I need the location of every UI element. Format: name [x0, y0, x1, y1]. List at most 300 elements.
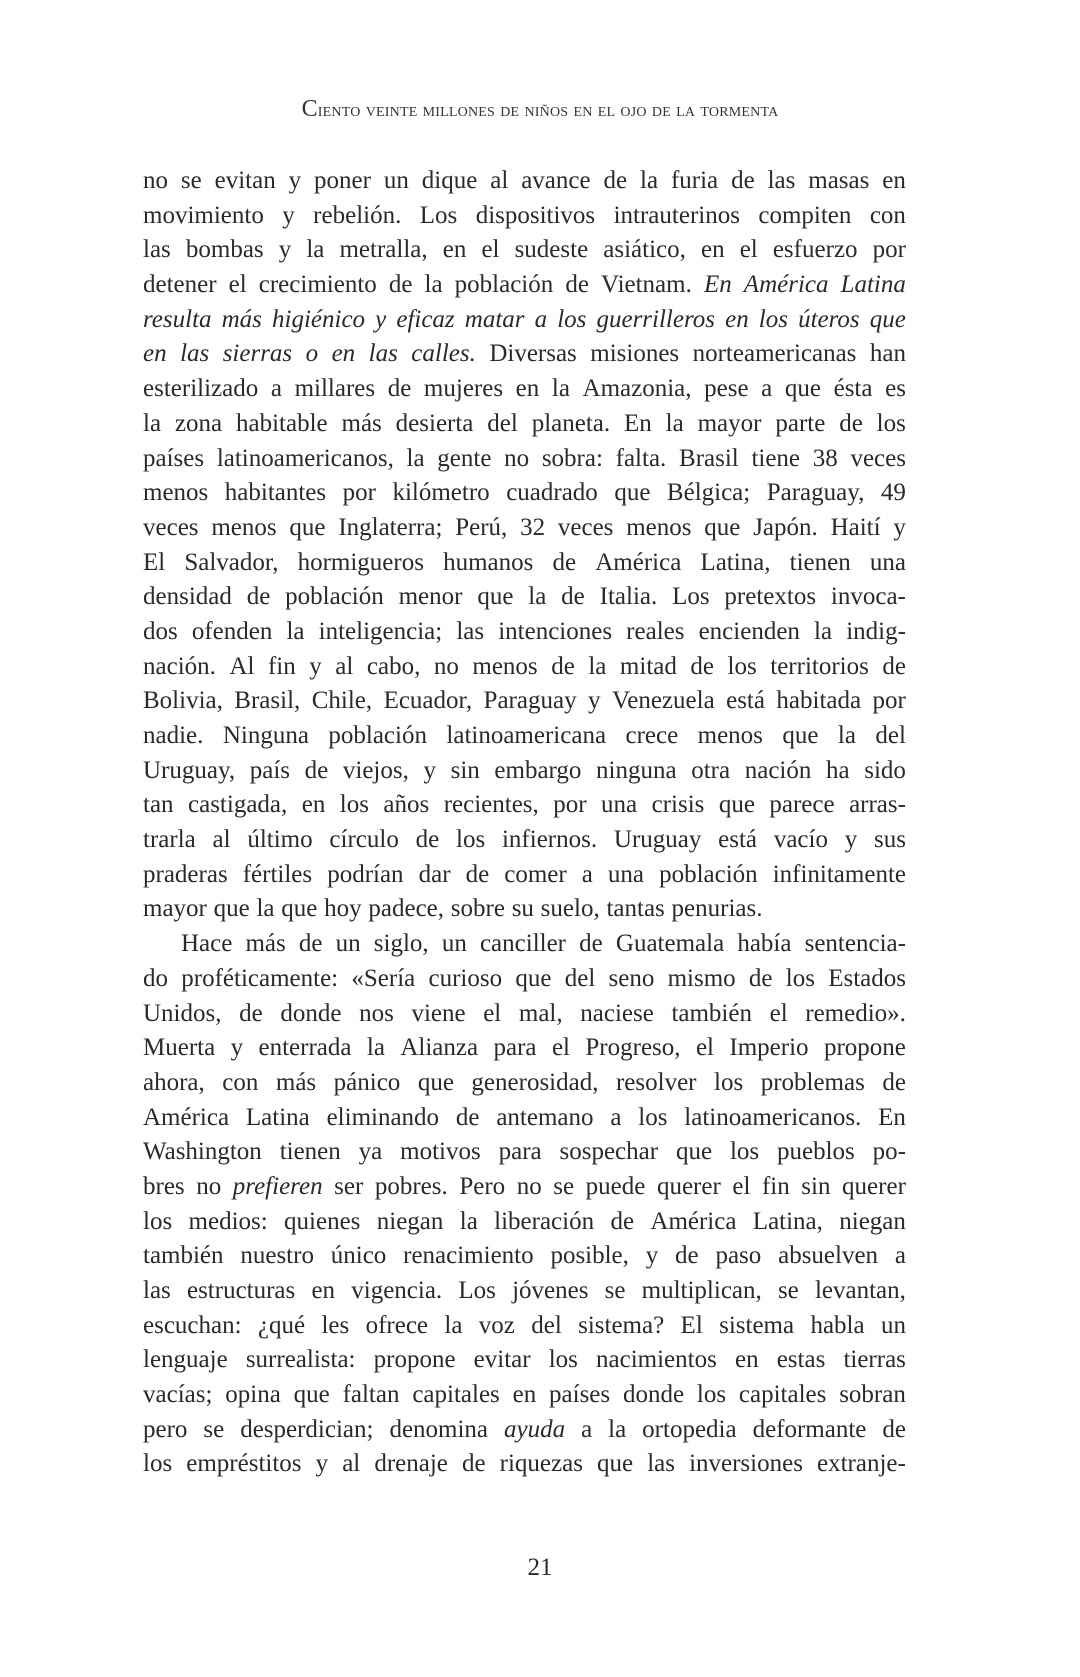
word: un	[880, 1311, 906, 1339]
text-line	[143, 927, 906, 962]
word: más	[275, 1068, 317, 1096]
italic-word: prefieren	[232, 1172, 323, 1200]
word: escuchan:	[143, 1311, 242, 1339]
word: parece	[769, 791, 835, 819]
word: al	[490, 167, 509, 194]
word: en	[301, 791, 326, 819]
word: Paraguay,	[766, 479, 865, 507]
word: menos	[472, 652, 538, 680]
word: surrealista:	[245, 1346, 356, 1374]
word: pueblos	[777, 1138, 855, 1166]
word: los	[729, 1138, 760, 1166]
word: antemano	[496, 1103, 594, 1131]
word: el	[739, 236, 758, 264]
word: el	[228, 271, 247, 299]
word: vacías;	[143, 1381, 213, 1409]
word: Bélgica;	[666, 479, 751, 507]
word: Pero	[459, 1172, 506, 1200]
word: planeta.	[531, 409, 611, 437]
word: pese	[704, 375, 749, 403]
word: de	[304, 756, 329, 784]
word: la	[444, 1311, 463, 1339]
word: nación	[744, 756, 812, 784]
word: a	[761, 375, 773, 403]
word: esterilizado	[143, 375, 259, 403]
word: avance	[521, 167, 591, 194]
word: Inglaterra;	[338, 513, 443, 541]
word: a	[270, 375, 282, 403]
word: suelo,	[540, 895, 600, 923]
word: la	[286, 617, 305, 645]
word: a	[581, 1415, 593, 1443]
body-text	[143, 164, 906, 1482]
word: Latina,	[752, 1207, 823, 1235]
word: desperdician;	[240, 1415, 374, 1443]
word: sus	[874, 826, 906, 854]
word: tienen	[789, 548, 851, 576]
italic-word: más	[221, 305, 262, 333]
word: mayor	[697, 409, 762, 437]
word: y	[309, 652, 322, 680]
text-line	[143, 268, 906, 303]
word: Al	[229, 652, 255, 680]
word: de	[882, 652, 906, 680]
word: El	[680, 1311, 703, 1339]
word: tantas	[606, 895, 665, 923]
word: «Sería	[351, 964, 416, 992]
word: embargo	[494, 756, 582, 784]
word: eliminando	[326, 1103, 440, 1131]
word: hormigueros	[297, 548, 424, 576]
word: para	[493, 1034, 537, 1062]
word: en	[882, 167, 906, 194]
word: por	[553, 791, 587, 819]
word: Los	[419, 201, 458, 229]
word: curioso	[428, 964, 503, 992]
word: la	[406, 444, 425, 472]
word: misiones	[590, 340, 680, 368]
word: que	[784, 375, 821, 403]
word: Uruguay,	[143, 756, 236, 784]
text-line	[143, 997, 906, 1032]
word: invoca-	[830, 583, 906, 611]
word: cuadrado	[506, 479, 598, 507]
word: también	[671, 999, 752, 1027]
word: ya	[358, 1138, 383, 1166]
word: de	[610, 1207, 635, 1235]
word: riquezas	[499, 1450, 583, 1478]
word: del	[531, 1311, 562, 1339]
word: las	[647, 1450, 675, 1478]
word: 49	[880, 479, 906, 507]
word: Bolivia,	[143, 687, 223, 715]
word: la	[256, 895, 275, 923]
paragraph	[143, 164, 906, 927]
word: de	[603, 167, 628, 194]
word: intrauterinos	[613, 201, 740, 229]
word: que	[614, 479, 651, 507]
word: Guatemala	[615, 930, 725, 958]
text-line	[143, 1239, 906, 1274]
word: por	[342, 479, 376, 507]
word: se	[180, 167, 202, 194]
word: y	[315, 1450, 329, 1478]
word: que	[782, 722, 819, 749]
word: poner	[314, 167, 371, 194]
word: el	[483, 999, 502, 1027]
word: Vietnam.	[601, 271, 692, 299]
word: querer	[842, 1172, 906, 1200]
word: y	[893, 513, 906, 541]
paragraph	[143, 927, 906, 1482]
word: ofrece	[365, 1311, 429, 1339]
word: capitales	[738, 1381, 827, 1409]
word: la	[814, 617, 833, 645]
word: niegan	[376, 1207, 444, 1235]
word: masas	[808, 167, 870, 194]
word: del	[875, 722, 906, 749]
italic-word: las	[180, 340, 210, 368]
word: Ninguna	[222, 722, 309, 749]
text-line	[143, 442, 906, 477]
word: renacimiento	[403, 1242, 534, 1270]
word: nación.	[143, 652, 216, 680]
word: generosidad,	[471, 1068, 599, 1096]
italic-word: que	[869, 305, 906, 333]
word: que	[515, 964, 552, 992]
word: humanos	[443, 548, 534, 576]
word: El	[143, 548, 166, 576]
word: Progreso,	[585, 1034, 681, 1062]
word: Italia.	[599, 583, 658, 611]
word: veces	[143, 513, 199, 541]
text-line	[143, 615, 906, 650]
word: sin	[801, 1172, 831, 1200]
word: 38	[812, 444, 838, 472]
word: empréstitos	[186, 1450, 302, 1478]
italic-word: calles.	[411, 340, 476, 368]
word: bres	[143, 1172, 185, 1200]
word: por	[872, 236, 906, 264]
word: los	[638, 1103, 668, 1131]
word: los	[339, 791, 369, 819]
running-head	[0, 96, 1080, 123]
word: habla	[810, 1311, 865, 1339]
word: ¿qué	[257, 1311, 306, 1339]
word: recientes,	[443, 791, 539, 819]
text-line	[143, 754, 906, 789]
word: habitable	[236, 409, 328, 437]
word: de	[839, 409, 863, 437]
word: Haití	[830, 513, 881, 541]
word: vigencia.	[351, 1277, 443, 1304]
word: círculo	[329, 826, 399, 854]
word: a	[610, 1103, 622, 1131]
word: fin	[761, 1172, 790, 1200]
word: de	[551, 652, 575, 680]
word: castigada,	[188, 791, 288, 819]
word: podrían	[327, 860, 404, 888]
word: sido	[864, 756, 906, 784]
word: sobran	[839, 1381, 906, 1409]
word: lenguaje	[143, 1346, 228, 1374]
word: crisis	[651, 791, 705, 819]
text-line	[143, 650, 906, 685]
word: de	[465, 860, 490, 888]
text-line	[143, 858, 906, 893]
word: resolver	[615, 1068, 697, 1096]
word: densidad	[143, 583, 232, 611]
text-line	[143, 337, 906, 372]
word: las	[143, 236, 171, 264]
word: la	[640, 167, 659, 194]
word: esfuerzo	[772, 236, 858, 264]
word: de	[415, 826, 440, 854]
word: indig-	[846, 617, 906, 645]
word: que	[704, 513, 741, 541]
word: Salvador,	[184, 548, 279, 576]
word: 32	[520, 513, 546, 541]
word: Diversas	[489, 340, 577, 368]
word: faltan	[342, 1381, 400, 1409]
word: arras-	[849, 791, 906, 819]
italic-word: a	[534, 305, 548, 333]
word: población	[454, 271, 554, 299]
word: siglo,	[373, 930, 429, 958]
word: padece,	[368, 895, 445, 923]
word: tierras	[843, 1346, 906, 1374]
text-line	[143, 303, 906, 338]
italic-word: Latina	[840, 271, 906, 299]
word: menos	[211, 513, 277, 541]
word: está	[726, 687, 765, 715]
text-line	[143, 962, 906, 997]
word: detener	[143, 271, 217, 299]
word: con	[869, 201, 906, 229]
text-line	[143, 372, 906, 407]
italic-word: higiénico	[272, 305, 366, 333]
word: el	[732, 1172, 751, 1200]
word: en	[512, 1381, 537, 1409]
word: deformante	[752, 1415, 867, 1443]
word: latinoamericanos.	[684, 1103, 862, 1131]
text-line	[143, 1413, 906, 1448]
word: ninguna	[596, 756, 677, 784]
word: absuelven	[778, 1242, 879, 1270]
word: la	[306, 236, 325, 264]
word: inversiones	[689, 1450, 803, 1478]
word: veces	[557, 513, 614, 541]
word: sudeste	[514, 236, 589, 264]
word: se	[553, 1172, 575, 1200]
word: territorios	[770, 652, 869, 680]
italic-word: ayuda	[504, 1415, 566, 1443]
word: tan	[143, 791, 174, 819]
word: y	[282, 201, 295, 229]
word: con	[222, 1068, 259, 1096]
word: proféticamente:	[181, 964, 339, 992]
word: está	[718, 826, 758, 854]
word: último	[247, 826, 313, 854]
word: la	[837, 722, 856, 749]
text-line	[143, 1066, 906, 1101]
word: ahora,	[143, 1068, 205, 1096]
word: canciller	[479, 930, 567, 958]
text-line	[143, 1309, 906, 1344]
word: hoy	[324, 895, 362, 923]
word: denomina	[389, 1415, 489, 1443]
word: jóvenes	[512, 1277, 589, 1304]
word: menos	[143, 479, 209, 507]
word: puede	[585, 1172, 646, 1200]
word: sobra:	[541, 444, 603, 472]
italic-word: las	[368, 340, 398, 368]
word: problemas	[760, 1068, 865, 1096]
word: pero	[143, 1415, 188, 1443]
word: propone	[823, 1034, 906, 1062]
word: los	[785, 964, 815, 992]
word: menos	[626, 513, 692, 541]
word: y	[230, 1034, 244, 1062]
word: gente	[437, 444, 492, 472]
word: crece	[625, 722, 679, 749]
text-line	[143, 1343, 906, 1378]
word: población	[328, 722, 427, 749]
word: dispositivos	[475, 201, 596, 229]
word: las	[143, 1277, 171, 1304]
word: nos	[359, 999, 394, 1027]
word: opina	[225, 1381, 281, 1409]
word: años	[383, 791, 430, 819]
word: querer	[656, 1172, 721, 1200]
word: de	[298, 930, 323, 958]
word: que	[477, 583, 514, 611]
word: mayor	[143, 895, 207, 923]
word: multiplican,	[641, 1277, 762, 1304]
word: se	[604, 1277, 626, 1304]
italic-word: guerrilleros	[596, 305, 715, 333]
word: infiernos.	[501, 826, 598, 854]
text-line	[143, 1447, 906, 1482]
word: nacimientos	[596, 1346, 717, 1374]
text-line	[143, 1135, 906, 1170]
word: la	[588, 652, 607, 680]
word: nadie.	[143, 722, 204, 749]
word: que	[417, 1068, 454, 1096]
word: Washington	[143, 1138, 262, 1166]
word: los	[696, 1381, 727, 1409]
word: mismo	[667, 964, 736, 992]
word: vacío	[773, 826, 828, 854]
word: América	[650, 1207, 737, 1235]
italic-word: en	[725, 305, 749, 333]
word: Latina	[245, 1103, 310, 1131]
word: Imperio	[729, 1034, 809, 1062]
text-line	[143, 580, 906, 615]
word: de	[882, 1068, 906, 1096]
word: la	[424, 271, 443, 299]
word: En	[624, 409, 652, 437]
text-line	[143, 1031, 906, 1066]
word: no	[143, 167, 168, 194]
word: les	[321, 1311, 350, 1339]
word: propone	[373, 1346, 456, 1374]
word: al	[342, 1450, 361, 1478]
word: asiático,	[603, 236, 686, 264]
word: ésta	[833, 375, 873, 403]
word: furia	[670, 167, 719, 194]
italic-word: y	[375, 305, 387, 333]
word: América	[595, 548, 682, 576]
word: al	[212, 826, 231, 854]
word: de	[561, 583, 585, 611]
word: quienes	[284, 1207, 361, 1235]
word: sobre	[450, 895, 505, 923]
italic-word: matar	[464, 305, 525, 333]
text-line	[143, 199, 906, 234]
word: la	[528, 583, 547, 611]
word: reales	[626, 617, 685, 645]
italic-word: en	[331, 340, 356, 368]
word: motivos	[400, 1138, 481, 1166]
word: penurias.	[671, 895, 763, 923]
word: de	[579, 930, 603, 958]
word: fin	[267, 652, 296, 680]
word: más	[341, 409, 382, 437]
word: ser	[334, 1172, 364, 1200]
word: comer	[504, 860, 567, 888]
text-line	[143, 1205, 906, 1240]
word: del	[487, 409, 518, 437]
word: que	[213, 895, 250, 923]
word: inteligencia;	[318, 617, 443, 645]
word: al	[335, 652, 354, 680]
word: posible,	[550, 1242, 629, 1270]
word: y	[588, 687, 601, 715]
word: de	[461, 1450, 486, 1478]
running-head-text: iento veinte millones de niños en el ojo de la tormenta	[317, 99, 779, 121]
word: veces	[850, 444, 906, 472]
word: no	[433, 652, 459, 680]
word: capitales	[412, 1381, 500, 1409]
word: menor	[398, 583, 463, 611]
word: Perú,	[455, 513, 508, 541]
word: Uruguay	[613, 826, 702, 854]
word: dique	[421, 167, 478, 194]
word: único	[330, 1242, 387, 1270]
word: mujeres	[423, 375, 504, 403]
word: de	[748, 964, 773, 992]
word: se	[777, 1277, 799, 1304]
word: que	[289, 513, 326, 541]
word: su	[511, 895, 534, 923]
word: Ecuador,	[383, 687, 473, 715]
word: la	[665, 409, 684, 437]
text-line	[143, 1170, 906, 1205]
word: y	[423, 756, 436, 784]
word: de	[565, 271, 589, 299]
word: liberación	[494, 1207, 595, 1235]
word: menos	[697, 722, 763, 749]
word: de	[731, 167, 755, 194]
word: Estados	[828, 964, 906, 992]
word: Unidos,	[143, 999, 222, 1027]
word: po-	[872, 1138, 906, 1166]
word: sospechar	[559, 1138, 659, 1166]
word: del	[564, 964, 596, 992]
word: ortopedia	[642, 1415, 737, 1443]
word: Latina,	[700, 548, 771, 576]
